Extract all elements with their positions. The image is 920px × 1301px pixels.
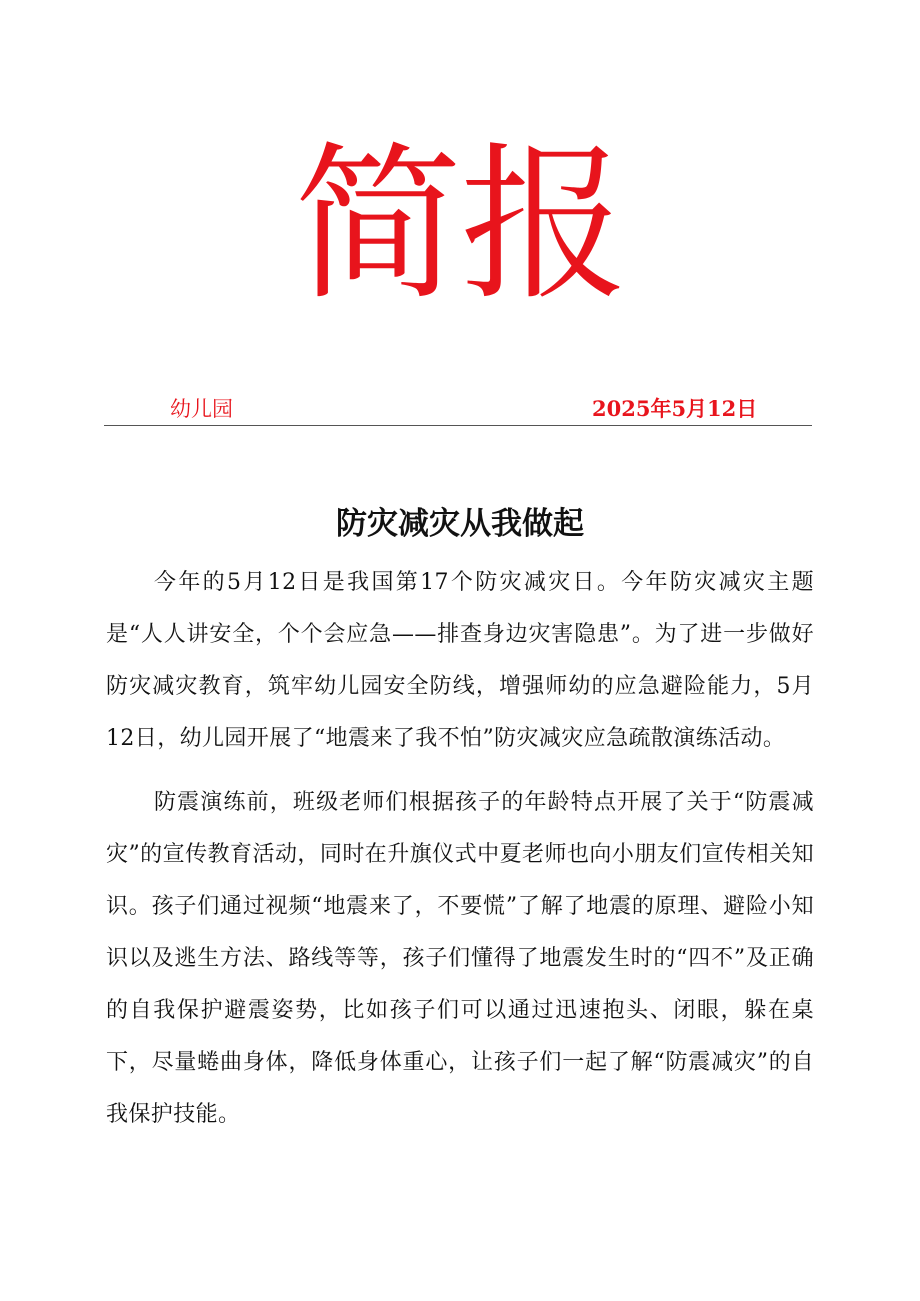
article-title: 防灾减灾从我做起 — [336, 506, 584, 542]
bulletin-title: 简报 — [294, 127, 626, 323]
header-divider — [104, 425, 812, 426]
article-body — [106, 557, 814, 1153]
issue-date: 2025年5月12日 — [592, 396, 758, 421]
article-paragraph: 今年的5月12日是我国第17个防灾减灾日。今年防灾减灾主题是“人人讲安全，个个会应急——排查身边灾害隐患”。为了进一步做好防灾减灾教育，筑牢幼儿园安全防线，增强师幼的应急避险能力，5月12日，幼儿园开展了“地震来了我不怕”防灾减灾应急疏散演练活动。 — [106, 570, 814, 751]
organization-name: 幼儿园 — [170, 397, 233, 421]
bulletin-meta — [104, 393, 812, 425]
article-paragraph: 防震演练前，班级老师们根据孩子的年龄特点开展了关于“防震减灾”的宣传教育活动，同时在升旗仪式中夏老师也向小朋友们宣传相关知识。孩子们通过视频“地震来了，不要慌”了解了地震的原理、避险小知识以及逃生方法、路线等等，孩子们懂得了地震发生时的“四不”及正确的自我保护避震姿势，比如孩子们可以通过迅速抱头、闭眼，躲在桌下，尽量蜷曲身体，降低身体重心，让孩子们一起了解“防震减灾”的自我保护技能。 — [106, 790, 814, 1127]
